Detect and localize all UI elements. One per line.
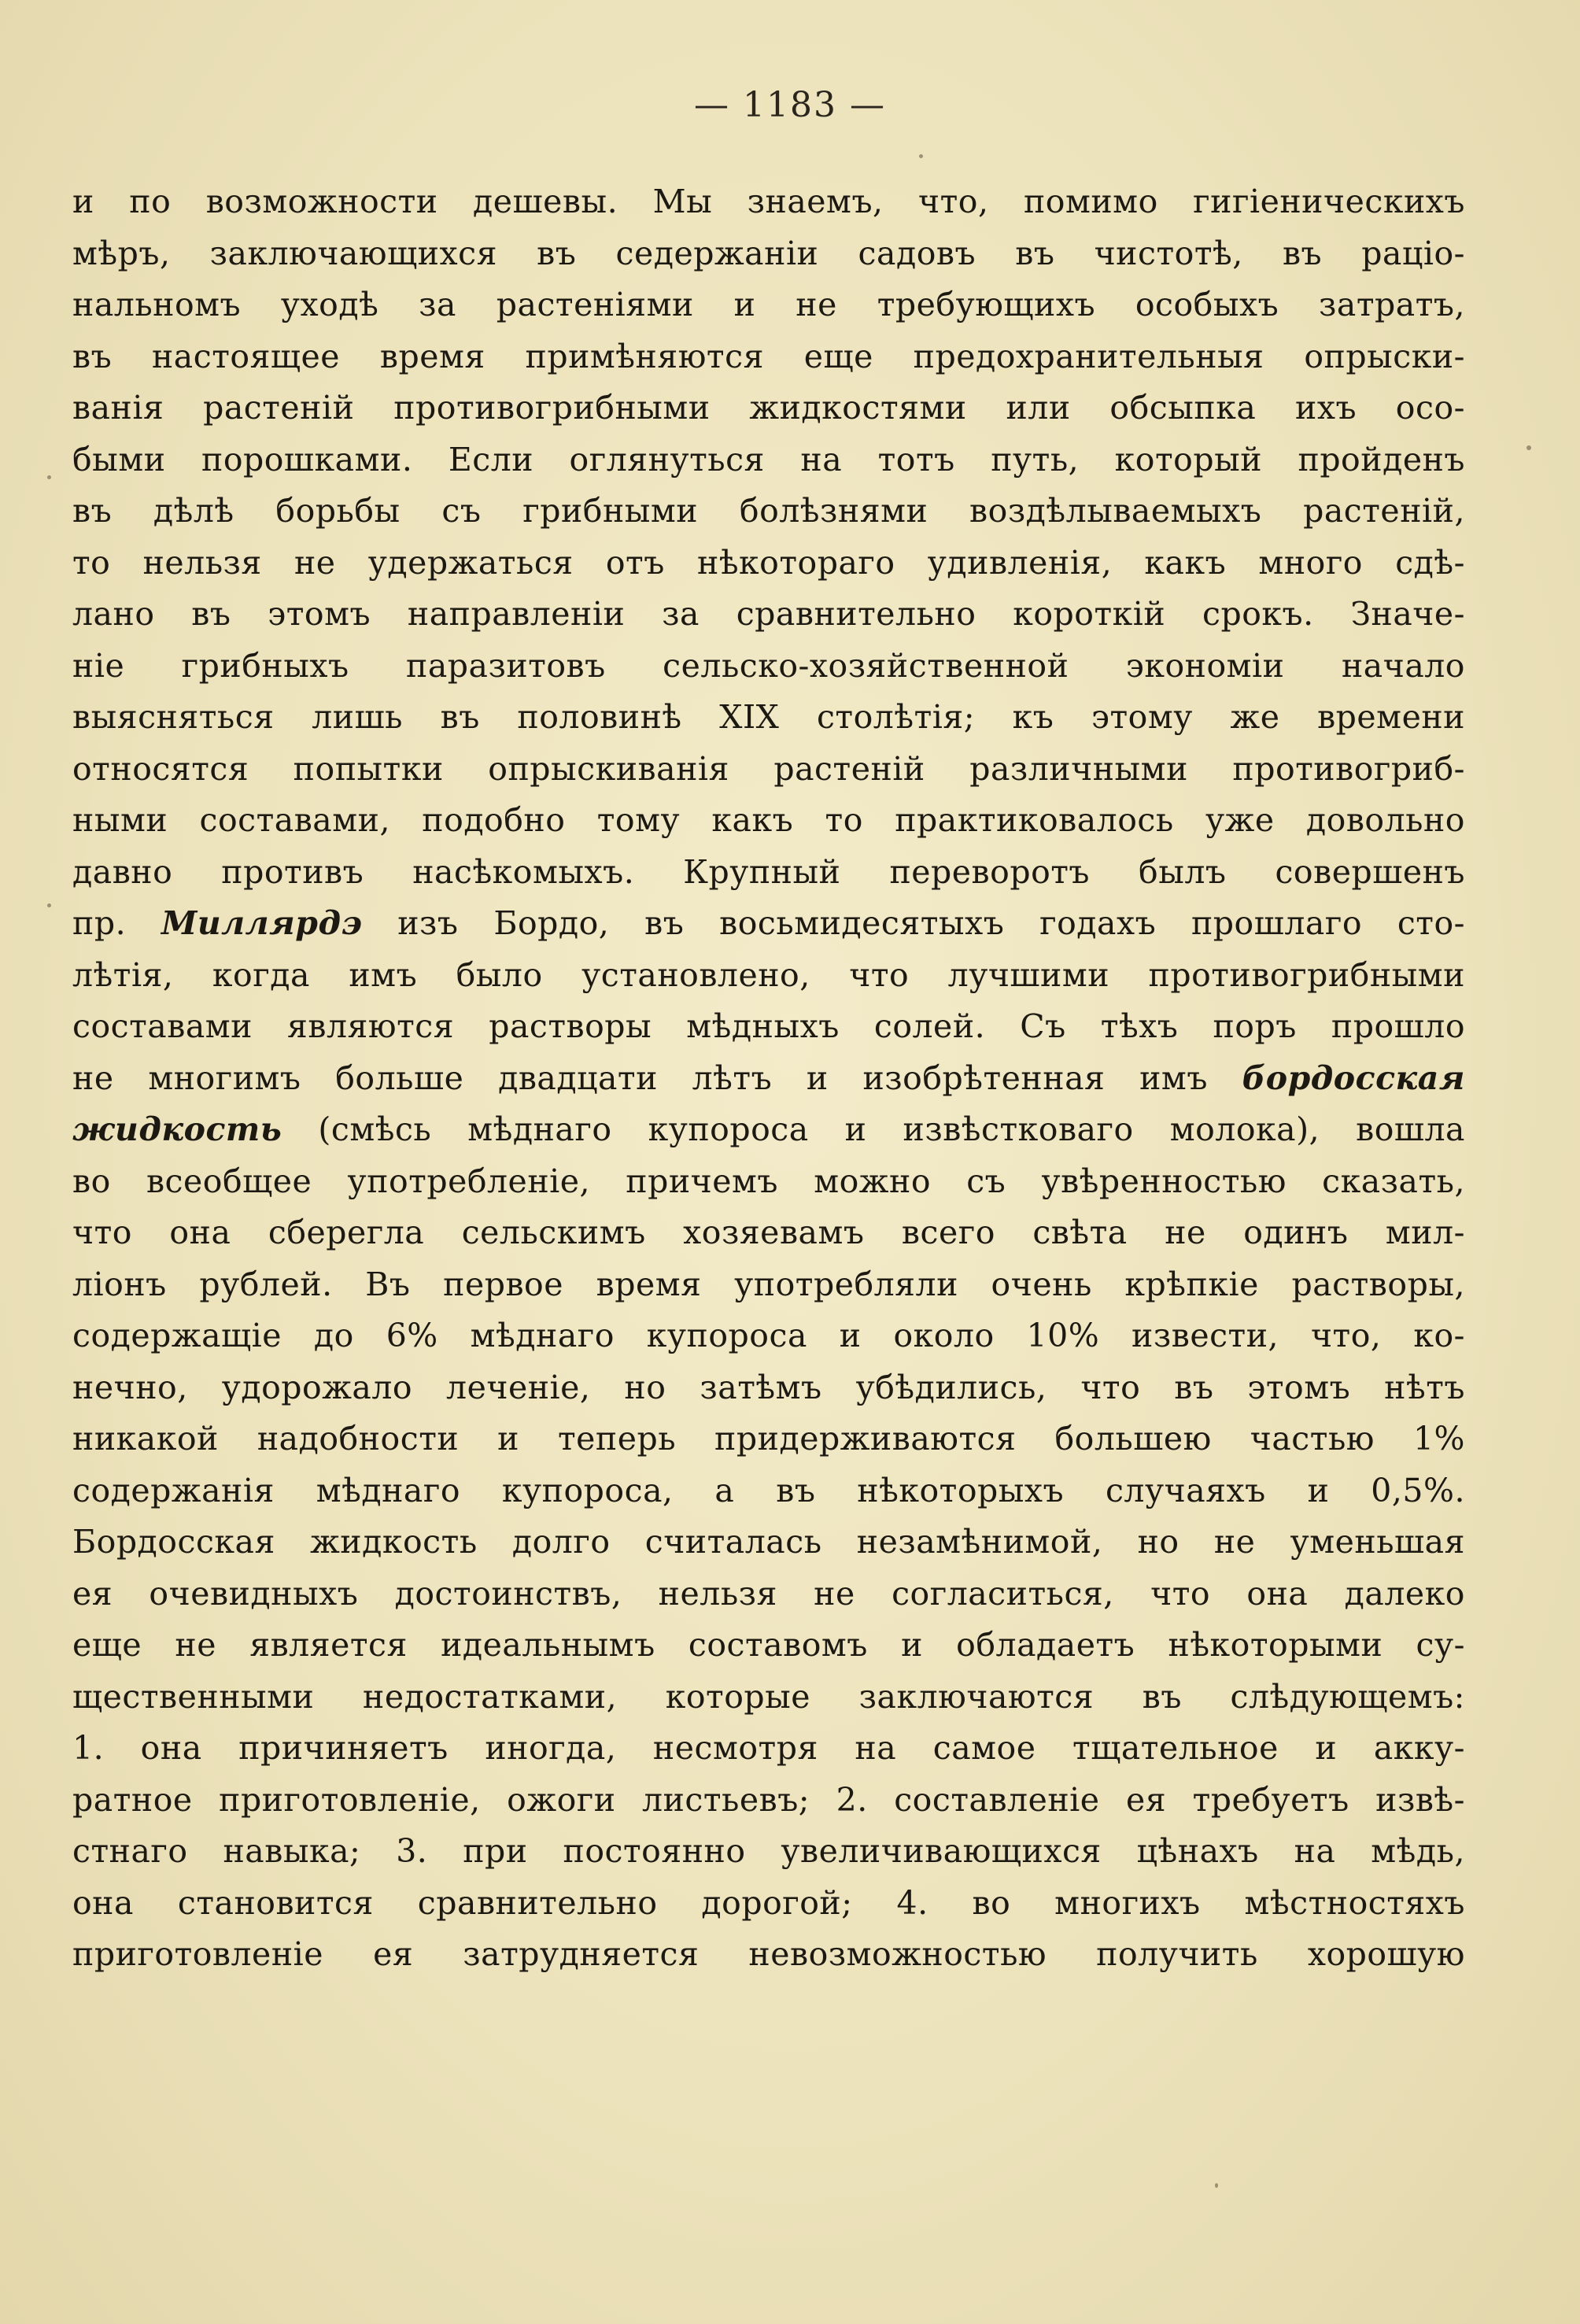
text-segment: содержанія мѣднаго купороса, а въ нѣкоторыхъ случаяхъ и 0,5%. xyxy=(72,1471,1465,1509)
text-segment: ратное приготовленіе, ожоги листьевъ; 2. составленіе ея требуетъ извѣ- xyxy=(72,1780,1465,1819)
text-segment: она становится сравнительно дорогой; 4. во многихъ мѣстностяхъ xyxy=(72,1883,1465,1922)
text-segment: что она сберегла сельскимъ хозяевамъ всего свѣта не одинъ мил- xyxy=(72,1214,1465,1251)
text-segment: ніе грибныхъ паразитовъ сельско-хозяйственной экономіи начало xyxy=(72,646,1465,685)
text-segment: быми порошками. Если оглянуться на тотъ путь, который пройденъ xyxy=(72,440,1465,478)
text-segment: содержащіе до 6% мѣднаго купороса и около 10% извести, что, ко- xyxy=(72,1317,1465,1354)
text-line xyxy=(72,847,1465,899)
text-line xyxy=(72,1310,1465,1362)
text-line xyxy=(72,1156,1465,1208)
text-segment: и по возможности дешевы. Мы знаемъ, что, помимо гигіеническихъ xyxy=(72,183,1465,220)
speck xyxy=(47,903,51,907)
text-line xyxy=(72,898,1465,950)
text-line xyxy=(72,331,1465,383)
speck xyxy=(919,154,923,158)
text-line xyxy=(72,1207,1465,1259)
text-line xyxy=(72,486,1465,538)
text-line xyxy=(72,1775,1465,1827)
text-segment: еще не является идеальнымъ составомъ и обладаетъ нѣкоторыми су- xyxy=(72,1626,1465,1664)
text-segment: ванія растеній противогрибными жидкостями или обсыпка ихъ осо- xyxy=(72,389,1465,427)
text-line xyxy=(72,1929,1465,1981)
text-segment: въ настоящее время примѣняются еще предохранительныя опрыски- xyxy=(72,337,1465,375)
text-line xyxy=(72,176,1465,228)
text-line xyxy=(72,1413,1465,1465)
text-segment: составами являются растворы мѣдныхъ солей. Съ тѣхъ поръ прошло xyxy=(72,1007,1465,1045)
text-line xyxy=(72,382,1465,434)
page-number: — 1183 — xyxy=(694,85,886,125)
text-segment: въ дѣлѣ борьбы съ грибными болѣзнями воздѣлываемыхъ растеній, xyxy=(72,492,1465,530)
text-segment: пр. xyxy=(72,904,161,942)
text-line xyxy=(72,434,1465,486)
text-segment: стнаго навыка; 3. при постоянно увеличивающихся цѣнахъ на мѣдь, xyxy=(72,1832,1465,1870)
emphasized-text: Миллярдэ xyxy=(161,904,363,942)
text-segment: ея очевидныхъ достоинствъ, нельзя не согласиться, что она далеко xyxy=(72,1574,1465,1613)
speck xyxy=(1526,445,1531,450)
text-segment: во всеобщее употребленіе, причемъ можно съ увѣренностью сказать, xyxy=(72,1162,1465,1200)
text-line xyxy=(72,279,1465,331)
text-line xyxy=(72,1465,1465,1517)
text-segment: 1. она причиняетъ иногда, несмотря на самое тщательное и акку- xyxy=(72,1729,1465,1767)
text-segment: давно противъ насѣкомыхъ. Крупный переворотъ былъ совершенъ xyxy=(72,852,1465,891)
text-segment: лано въ этомъ направленіи за сравнительно короткій срокъ. Значе- xyxy=(72,595,1465,633)
body-text xyxy=(72,176,1465,1981)
text-line xyxy=(72,1878,1465,1930)
text-line xyxy=(72,1104,1465,1156)
text-segment: то нельзя не удержаться отъ нѣкотораго удивленія, какъ много сдѣ- xyxy=(72,543,1465,582)
text-line xyxy=(72,228,1465,280)
text-line xyxy=(72,1620,1465,1672)
text-line xyxy=(72,641,1465,693)
text-line xyxy=(72,1001,1465,1053)
text-segment: Бордосская жидкость долго считалась незамѣнимой, но не уменьшая xyxy=(72,1523,1465,1561)
text-segment: щественными недостатками, которые заключаются въ слѣдующемъ: xyxy=(72,1677,1465,1716)
text-segment: мѣръ, заключающихся въ седержаніи садовъ въ чистотѣ, въ раціо- xyxy=(72,234,1465,272)
text-segment: относятся попытки опрыскиванія растеній различными противогриб- xyxy=(72,749,1465,788)
text-line xyxy=(72,1568,1465,1620)
text-line xyxy=(72,795,1465,847)
text-line xyxy=(72,1053,1465,1105)
text-line xyxy=(72,744,1465,796)
text-line xyxy=(72,1362,1465,1414)
speck xyxy=(1215,2183,1218,2188)
text-line xyxy=(72,950,1465,1002)
text-segment: ліонъ рублей. Въ первое время употребляли очень крѣпкіе растворы, xyxy=(72,1265,1465,1303)
speck xyxy=(47,475,51,479)
text-line xyxy=(72,1517,1465,1568)
text-line xyxy=(72,1672,1465,1724)
text-segment: не многимъ больше двадцати лѣтъ и изобрѣтенная имъ xyxy=(72,1059,1242,1097)
text-segment: выясняться лишь въ половинѣ XIX столѣтія; къ этому же времени xyxy=(72,698,1465,736)
emphasized-text: жидкость xyxy=(72,1110,282,1148)
text-segment: лѣтія, когда имъ было установлено, что лучшими противогрибными xyxy=(72,955,1465,994)
text-line xyxy=(72,589,1465,641)
text-line xyxy=(72,692,1465,744)
text-line xyxy=(72,1723,1465,1775)
text-segment: нечно, удорожало леченіе, но затѣмъ убѣдились, что въ этомъ нѣтъ xyxy=(72,1368,1465,1406)
text-line xyxy=(72,538,1465,589)
text-line xyxy=(72,1259,1465,1311)
emphasized-text: бордосская xyxy=(1242,1059,1465,1097)
text-segment: (смѣсь мѣднаго купороса и извѣстковаго молока), вошла xyxy=(282,1110,1465,1148)
text-segment: приготовленіе ея затрудняется невозможностью получить хорошую xyxy=(72,1935,1465,1973)
text-segment: нальномъ уходѣ за растеніями и не требующихъ особыхъ затратъ, xyxy=(72,286,1465,323)
text-segment: изъ Бордо, въ восьмидесятыхъ годахъ прошлаго сто- xyxy=(362,904,1466,942)
text-segment: ными составами, подобно тому какъ то практиковалось уже довольно xyxy=(72,801,1465,839)
text-line xyxy=(72,1826,1465,1878)
text-segment: никакой надобности и теперь придерживаются большею частью 1% xyxy=(72,1420,1465,1458)
